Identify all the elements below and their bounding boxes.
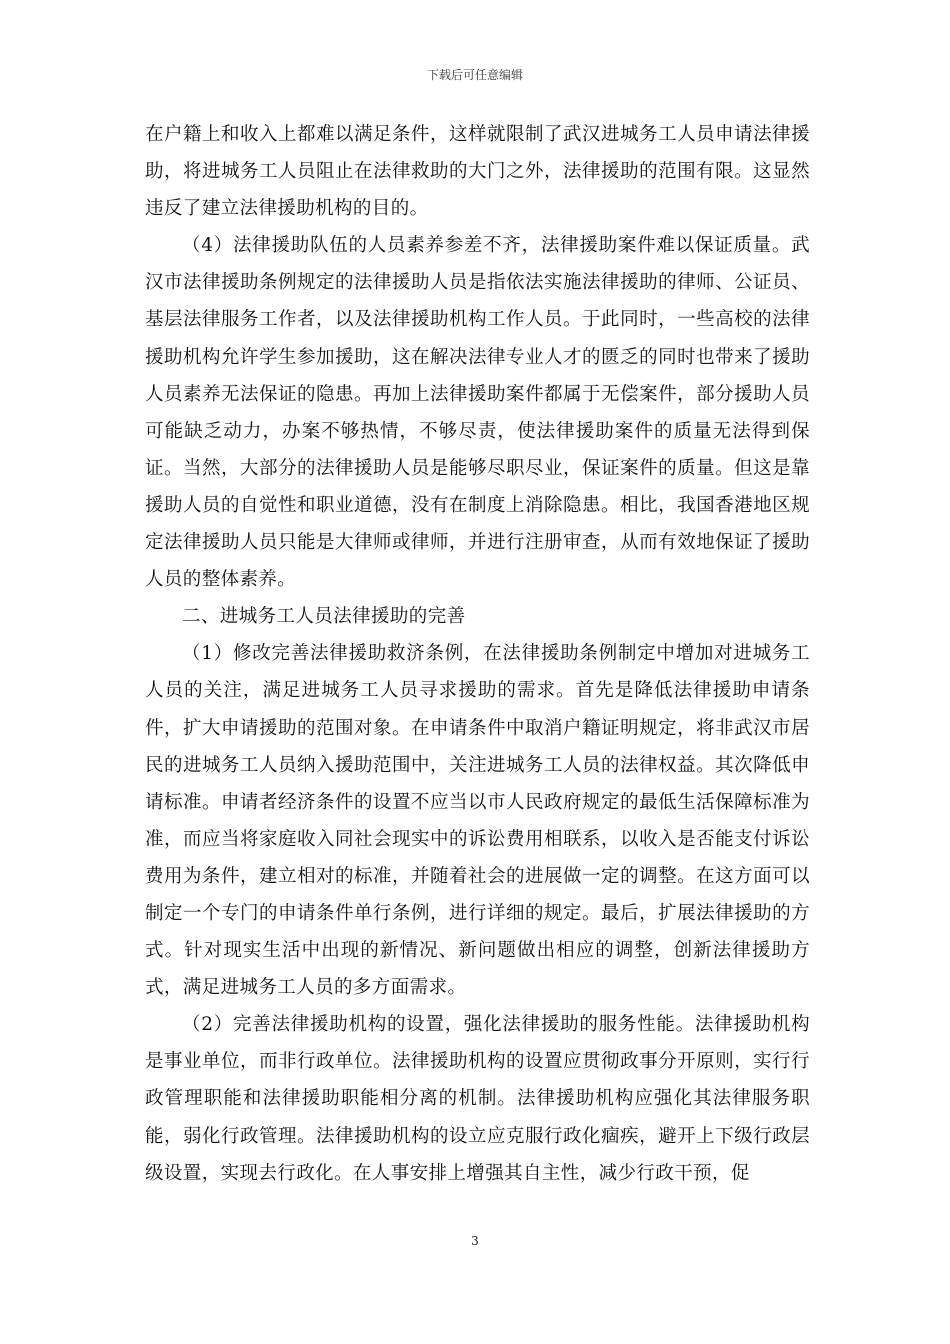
section-heading: 二、进城务工人员法律援助的完善 xyxy=(182,606,466,628)
document-body xyxy=(145,116,810,1192)
page-header: 下载后可任意编辑 xyxy=(426,68,523,82)
page-number: 3 xyxy=(471,1234,479,1248)
paragraph-item-2: （2）完善法律援助机构的设置，强化法律援助的服务性能。法律援助机构是事业单位，而非行政单位。法律援助机构的设置应贯彻政事分开原则，实行行政管理职能和法律援助职能相分离的机制。法律援助机构应强化其法律服务职能，弱化行政管理。法律援助机构的设立应克服行政化痼疾，避开上下级行政层级设置，实现去行政化。在人事安排上增强其自主性，减少行政干预，促 xyxy=(145,1014,810,1184)
paragraph-continuation: 在户籍上和收入上都难以满足条件，这样就限制了武汉进城务工人员申请法律援助，将进城务工人员阻止在法律救助的大门之外，法律援助的范围有限。这显然违反了建立法律援助机构的目的。 xyxy=(145,124,810,220)
paragraph-item-4: （4）法律援助队伍的人员素养参差不齐，法律援助案件难以保证质量。武汉市法律援助条例规定的法律援助人员是指依法实施法律援助的律师、公证员、基层法律服务工作者，以及法律援助机构工作人员。于此同时，一些高校的法律援助机构允许学生参加援助，这在解决法律专业人才的匮乏的同时也带来了援助人员素养无法保证的隐患。再加上法律援助案件都属于无偿案件，部分援助人员可能缺乏动力，办案不够热情，不够尽责，使法律援助案件的质量无法得到保证。当然，大部分的法律援助人员是能够尽职尽业，保证案件的质量。但这是靠援助人员的自觉性和职业道德，没有在制度上消除隐患。相比，我国香港地区规定法律援助人员只能是大律师或律师，并进行注册审查，从而有效地保证了援助人员的整体素养。 xyxy=(145,235,810,591)
paragraph-item-1: （1）修改完善法律援助救济条例，在法律援助条例制定中增加对进城务工人员的关注，满足进城务工人员寻求援助的需求。首先是降低法律援助申请条件，扩大申请援助的范围对象。在申请条件中取消户籍证明规定，将非武汉市居民的进城务工人员纳入援助范围中，关注进城务工人员的法律权益。其次降低申请标准。申请者经济条件的设置不应当以市人民政府规定的最低生活保障标准为准，而应当将家庭收入同社会现实中的诉讼费用相联系，以收入是否能支付诉讼费用为条件，建立相对的标准，并随着社会的进展做一定的调整。在这方面可以制定一个专门的申请条件单行条例，进行详细的规定。最后，扩展法律援助的方式。针对现实生活中出现的新情况、新问题做出相应的调整，创新法律援助方式，满足进城务工人员的多方面需求。 xyxy=(145,643,810,999)
